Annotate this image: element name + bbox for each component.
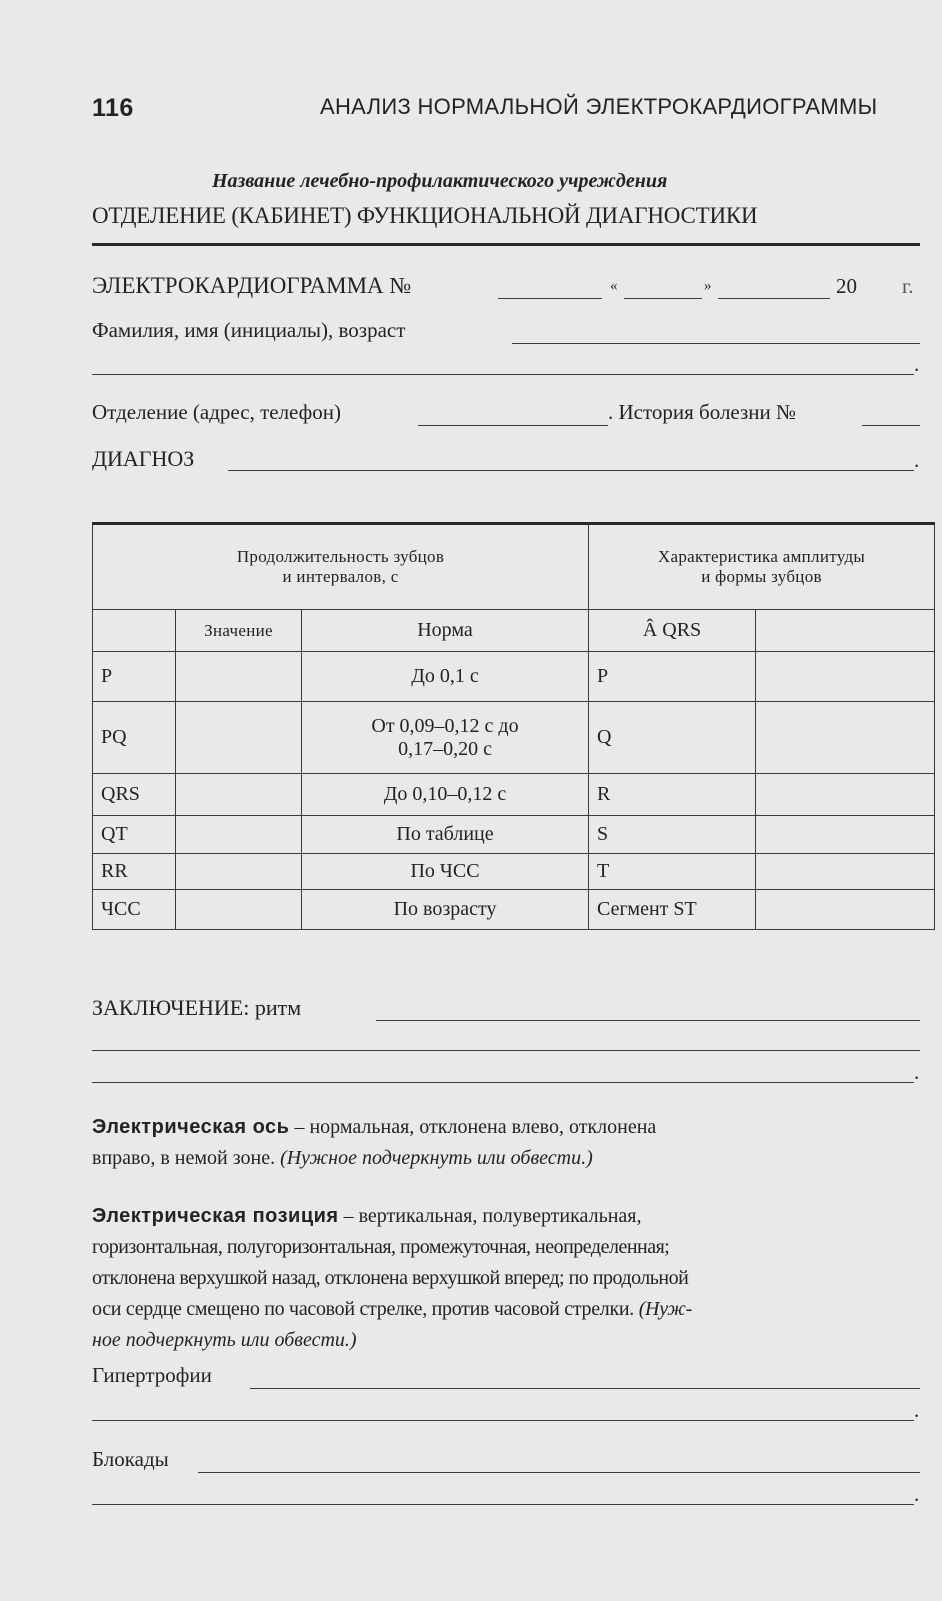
wave-label: Q [589, 702, 756, 774]
norm-cell: По ЧСС [302, 854, 589, 890]
ecg-day-field[interactable] [624, 298, 702, 299]
axis-note: (Нужное подчеркнуть или обвести.) [280, 1147, 593, 1169]
electrical-axis-paragraph [92, 1112, 922, 1174]
diagnosis-field[interactable] [228, 470, 914, 471]
axis-bold-term: Электрическая ось [92, 1116, 290, 1138]
axis-line-1 [92, 1112, 922, 1143]
blocks-field[interactable] [198, 1472, 920, 1473]
heading-rule [92, 243, 920, 246]
table-row [93, 702, 935, 774]
patient-field[interactable] [512, 343, 920, 344]
history-label: . История болезни № [608, 400, 797, 424]
position-bold-term: Электрическая позиция [92, 1205, 339, 1227]
rhythm-period: . [914, 1060, 920, 1084]
row-label: RR [93, 854, 176, 890]
position-line-1 [92, 1201, 922, 1232]
ward-field[interactable] [418, 425, 608, 426]
norm-cell: По таблице [302, 816, 589, 854]
axis-text-1: – нормальная, отклонена влево, отклонена [289, 1116, 657, 1138]
hypertrophy-label: Гипертрофии [92, 1363, 212, 1387]
diagnosis-period: . [914, 448, 920, 472]
value-cell[interactable] [176, 854, 302, 890]
qrs-axis-value-cell[interactable] [756, 610, 935, 652]
quote-open: « [610, 278, 618, 294]
position-text-4: оси сердце смещено по часовой стрелке, против часовой стрелки. [92, 1298, 639, 1320]
blocks-label: Блокады [92, 1447, 169, 1471]
value-header: Значение [176, 610, 302, 652]
row-label: P [93, 652, 176, 702]
wave-value-cell[interactable] [756, 774, 935, 816]
durations-header [93, 524, 589, 610]
patient-field-line-2[interactable] [92, 374, 914, 375]
ward-label: Отделение (адрес, телефон) [92, 400, 341, 424]
wave-label: R [589, 774, 756, 816]
value-cell[interactable] [176, 774, 302, 816]
institution-name: Название лечебно-профилактического учреждения [212, 170, 668, 192]
blocks-field-line-2[interactable] [92, 1504, 914, 1505]
running-title: АНАЛИЗ НОРМАЛЬНОЙ ЭЛЕКТРОКАРДИОГРАММЫ [320, 94, 878, 119]
norm-header: Норма [302, 610, 589, 652]
wave-value-cell[interactable] [756, 702, 935, 774]
position-line-4 [92, 1294, 922, 1325]
amplitude-header-line-2: и формы зубцов [701, 567, 822, 586]
wave-label: Сегмент ST [589, 890, 756, 930]
ecg-parameters-table [92, 522, 935, 930]
wave-label: T [589, 854, 756, 890]
position-line-3: отклонена верхушкой назад, отклонена верхушкой вперед; по продольной [92, 1267, 689, 1289]
conclusion-label: ЗАКЛЮЧЕНИЕ: ритм [92, 995, 302, 1020]
row-label: PQ [93, 702, 176, 774]
durations-header-line-1: Продолжительность зубцов [236, 547, 445, 566]
rhythm-field[interactable] [376, 1020, 920, 1021]
table-row [93, 890, 935, 930]
history-number-field[interactable] [862, 425, 920, 426]
wave-value-cell[interactable] [756, 816, 935, 854]
wave-value-cell[interactable] [756, 890, 935, 930]
rhythm-field-line-3[interactable] [92, 1082, 914, 1083]
patient-label: Фамилия, имя (инициалы), возраст [92, 318, 406, 342]
patient-period: . [914, 352, 920, 376]
position-note-2: ное подчеркнуть или обвести.) [92, 1329, 357, 1351]
electrical-position-paragraph [92, 1201, 922, 1356]
axis-text-2: вправо, в немой зоне. [92, 1147, 281, 1169]
department-title: ОТДЕЛЕНИЕ (КАБИНЕТ) ФУНКЦИОНАЛЬНОЙ ДИАГНОСТИКИ [92, 203, 758, 228]
norm-cell: По возрасту [302, 890, 589, 930]
quote-close: » [704, 278, 712, 294]
hypertrophy-field[interactable] [250, 1388, 920, 1389]
wave-value-cell[interactable] [756, 854, 935, 890]
table-row [93, 774, 935, 816]
value-cell[interactable] [176, 816, 302, 854]
wave-value-cell[interactable] [756, 652, 935, 702]
rhythm-field-line-2[interactable] [92, 1050, 920, 1051]
position-line-5 [92, 1325, 922, 1356]
row-label: ЧСС [93, 890, 176, 930]
position-line-2: горизонтальная, полугоризонтальная, промежуточная, неопределенная; [92, 1236, 670, 1258]
ecg-number-label: ЭЛЕКТРОКАРДИОГРАММА № [92, 273, 412, 298]
value-cell[interactable] [176, 652, 302, 702]
amplitude-header-line-1: Характеристика амплитуды [657, 547, 866, 566]
wave-label: P [589, 652, 756, 702]
amplitude-header [589, 524, 935, 610]
table-row [93, 816, 935, 854]
value-cell[interactable] [176, 890, 302, 930]
row-label: QRS [93, 774, 176, 816]
year-prefix: 20 [836, 274, 857, 298]
durations-header-line-2: и интервалов, с [282, 567, 399, 586]
norm-cell: До 0,1 с [302, 652, 589, 702]
qrs-axis-header: Â QRS [589, 610, 756, 652]
norm-cell: До 0,10–0,12 с [302, 774, 589, 816]
year-suffix: г. [902, 274, 914, 298]
diagnosis-label: ДИАГНОЗ [92, 446, 195, 471]
blocks-period: . [914, 1482, 920, 1506]
table-row [93, 854, 935, 890]
ecg-number-field[interactable] [498, 298, 602, 299]
page-number: 116 [92, 94, 134, 122]
row-label: QT [93, 816, 176, 854]
axis-line-2 [92, 1143, 922, 1174]
hypertrophy-period: . [914, 1398, 920, 1422]
norm-cell [302, 702, 589, 774]
position-text-1: – вертикальная, полувертикальная, [338, 1205, 642, 1227]
table-row [93, 652, 935, 702]
value-cell[interactable] [176, 702, 302, 774]
position-note-1: (Нуж- [638, 1298, 692, 1320]
hypertrophy-field-line-2[interactable] [92, 1420, 914, 1421]
norm-line-1: От 0,09–0,12 с до [371, 714, 519, 737]
label-header-cell [93, 610, 176, 652]
norm-line-2: 0,17–0,20 с [398, 737, 492, 760]
ecg-month-field[interactable] [718, 298, 830, 299]
wave-label: S [589, 816, 756, 854]
